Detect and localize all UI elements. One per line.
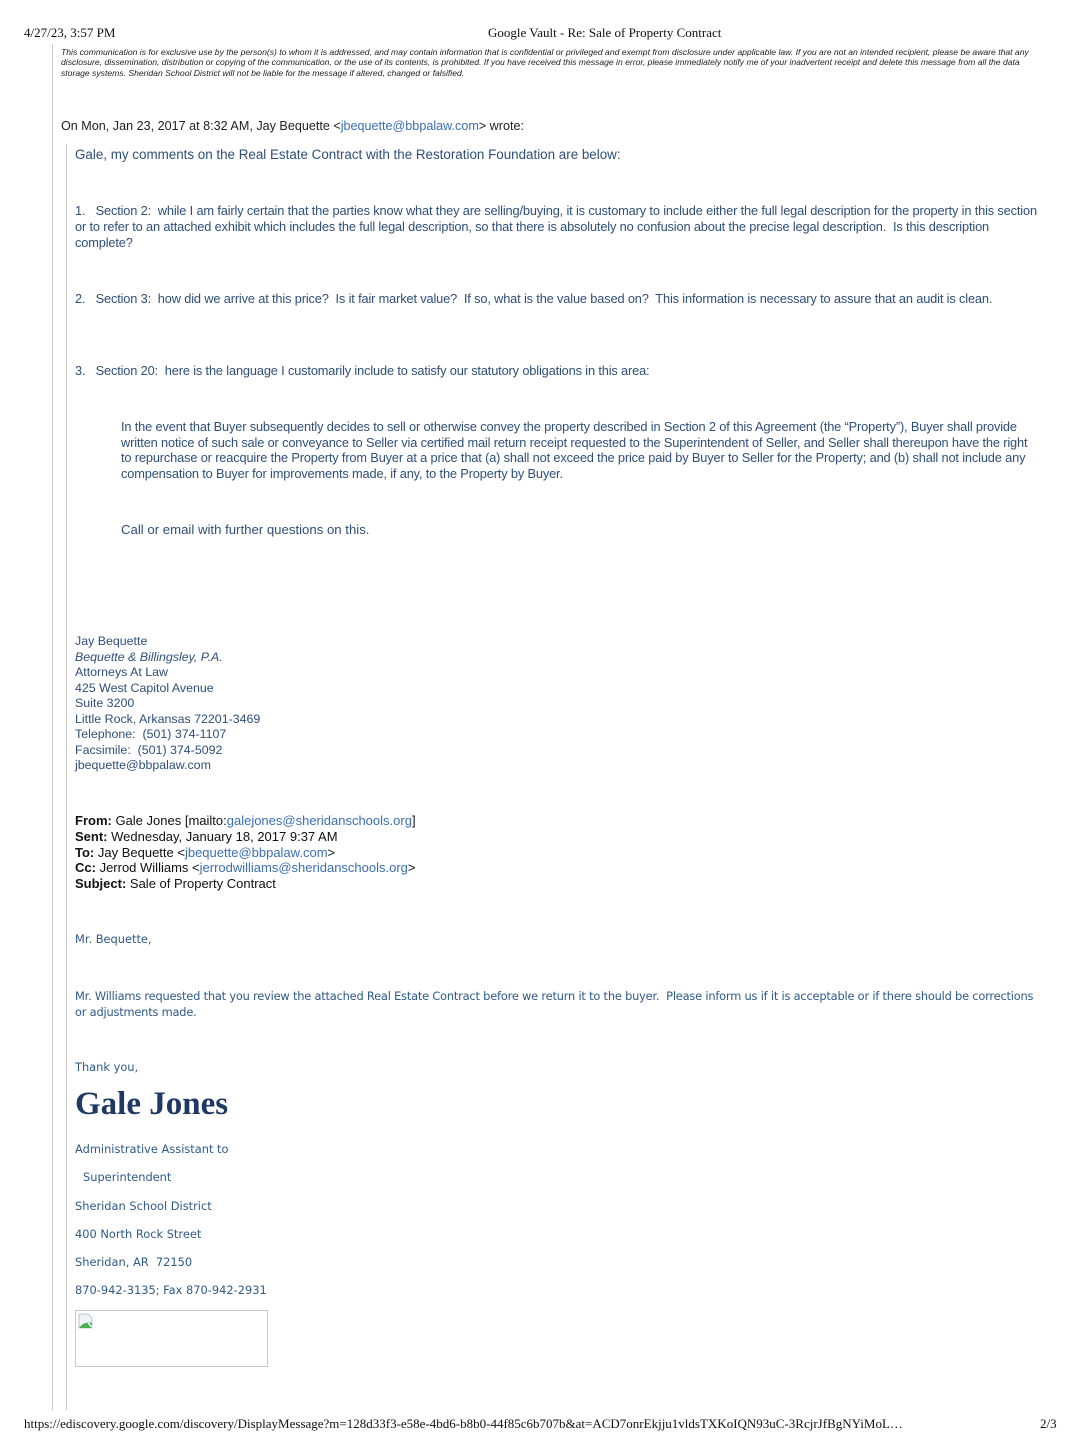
- comment-item-2: 2. Section 3: how did we arrive at this price? Is it fair market value? If so, what is the value based on? This information is necessary to assure that an audit is clean.: [75, 291, 993, 306]
- forwarded-to: [75, 845, 416, 861]
- comment-item-1: 1. Section 2: while I am fairly certain that the parties know what they are selling/buying, it is customary to include either the full legal description for the property in this section or to refer to an attached exhibit which includes the full legal description, so that there is absolutely no confusion about the precise legal description. Is this description complete?: [75, 203, 1037, 250]
- to-label: To:: [75, 844, 95, 860]
- signature-line-city: Sheridan, AR 72150: [75, 1255, 193, 1269]
- print-header-title: Google Vault - Re: Sale of Property Contract: [488, 25, 722, 40]
- to-name: Jay Bequette <: [94, 844, 185, 860]
- reply-attribution-email-link[interactable]: jbequette@bbpalaw.com: [340, 119, 479, 133]
- reply-attribution: [61, 119, 524, 133]
- subject-value: Sale of Property Contract: [126, 876, 276, 892]
- from-suffix: ]: [411, 813, 416, 828]
- signature-name: Gale Jones: [75, 1086, 229, 1122]
- print-footer-page-number: 2/3: [1040, 1416, 1057, 1431]
- original-body: Mr. Williams requested that you review the attached Real Estate Contract before we return it to the buyer. Please inform us if it is acceptable or if there should be corrections or adjustments made.: [75, 989, 1034, 1019]
- attorney-firm: Bequette & Billingsley, P.A.: [75, 649, 223, 664]
- signature-line-title: Administrative Assistant to: [75, 1142, 229, 1156]
- signature-line-superintendent: Superintendent: [83, 1170, 172, 1184]
- comment-item-3: 3. Section 20: here is the language I customarily include to satisfy our statutory obligations in this area:: [75, 363, 650, 378]
- forwarded-subject: [75, 876, 416, 892]
- signature-line-street: 400 North Rock Street: [75, 1227, 202, 1241]
- sent-label: Sent:: [75, 828, 108, 844]
- original-thanks: Thank you,: [75, 1060, 139, 1074]
- signature-line-phone: 870-942-3135; Fax 870-942-2931: [75, 1283, 267, 1297]
- forwarded-from: [75, 813, 416, 829]
- quoted-intro: Gale, my comments on the Real Estate Contract with the Restoration Foundation are below:: [75, 147, 621, 162]
- from-email-link[interactable]: galejones@sheridanschools.org: [226, 813, 412, 828]
- sent-value: Wednesday, January 18, 2017 9:37 AM: [107, 828, 338, 844]
- quote-border-outer: [52, 44, 53, 1410]
- cc-suffix: >: [407, 860, 416, 876]
- reply-attribution-prefix: On Mon, Jan 23, 2017 at 8:32 AM, Jay Bequette <: [61, 119, 341, 133]
- attorney-name: Jay Bequette: [75, 634, 148, 648]
- to-email-link[interactable]: jbequette@bbpalaw.com: [184, 844, 328, 860]
- quote-border-inner: [66, 144, 67, 1410]
- attorney-address-line-1: 425 West Capitol Avenue: [75, 680, 214, 695]
- forwarded-sent: [75, 829, 416, 845]
- attorney-signature: [75, 634, 260, 774]
- to-suffix: >: [327, 844, 336, 860]
- contract-language-quote: In the event that Buyer subsequently decides to sell or otherwise convey the property described in Section 2 of this Agreement (the “Property”), Buyer shall provide written notice of such sale or conveyance to Seller via certified mail return receipt requested to the Superintendent of Seller, and Seller shall thereupon have the right to repurchase or reacquire the Property from Buyer at a price that (a) shall not exceed the price paid by Buyer to Seller for the Property; and (b) shall not include any compensation to Buyer for improvements made, if any, to the Property by Buyer.: [121, 419, 1028, 481]
- attorney-email-link[interactable]: jbequette@bbpalaw.com: [75, 758, 211, 772]
- quoted-closing: Call or email with further questions on this.: [121, 522, 370, 537]
- forwarded-header: [75, 813, 416, 892]
- from-label: From:: [75, 813, 112, 828]
- signature-line-district: Sheridan School District: [75, 1199, 212, 1213]
- attorney-facsimile: Facsimile: (501) 374-5092: [75, 742, 223, 757]
- reply-attribution-suffix: > wrote:: [478, 119, 524, 133]
- attorney-telephone: Telephone: (501) 374-1107: [75, 727, 227, 741]
- cc-email-link[interactable]: jerrodwilliams@sheridanschools.org: [199, 860, 408, 876]
- signature-image-placeholder: [75, 1310, 268, 1367]
- cc-name: Jerrod Williams <: [95, 860, 200, 876]
- forwarded-cc: [75, 860, 416, 876]
- attorney-title: Attorneys At Law: [75, 665, 168, 679]
- subject-label: Subject:: [75, 876, 127, 892]
- attorney-city: Little Rock, Arkansas 72201-3469: [75, 711, 261, 726]
- broken-image-icon: [78, 1313, 94, 1329]
- confidentiality-disclaimer: This communication is for exclusive use by the person(s) to whom it is addressed, and may contain information that is confidential or privileged and exempt from disclosure under applicable law. If you are not an intended recipient, please be aware that any disclosure, dissemination, distribution or copying of the communication, or the use of its contents, is prohibited. If you have received this message in error, please immediately notify me of your inadvertent receipt and delete this message from all the data storage systems. Sheridan School District will not be liable for the message if altered, changed or falsified.: [61, 47, 1029, 78]
- from-name: Gale Jones [mailto:: [111, 813, 227, 828]
- cc-label: Cc:: [75, 860, 96, 876]
- original-salutation: Mr. Bequette,: [75, 932, 152, 946]
- print-header-datetime: 4/27/23, 3:57 PM: [24, 25, 116, 40]
- attorney-address-line-2: Suite 3200: [75, 696, 135, 710]
- print-footer-url: https://ediscovery.google.com/discovery/DisplayMessage?m=128d33f3-e58e-4bd6-b8b0-44f85c6b707b&at=ACD7onrEkjju1vldsTXKoIQN93uC-3RcjrJfBgNYiMoL…: [24, 1416, 903, 1431]
